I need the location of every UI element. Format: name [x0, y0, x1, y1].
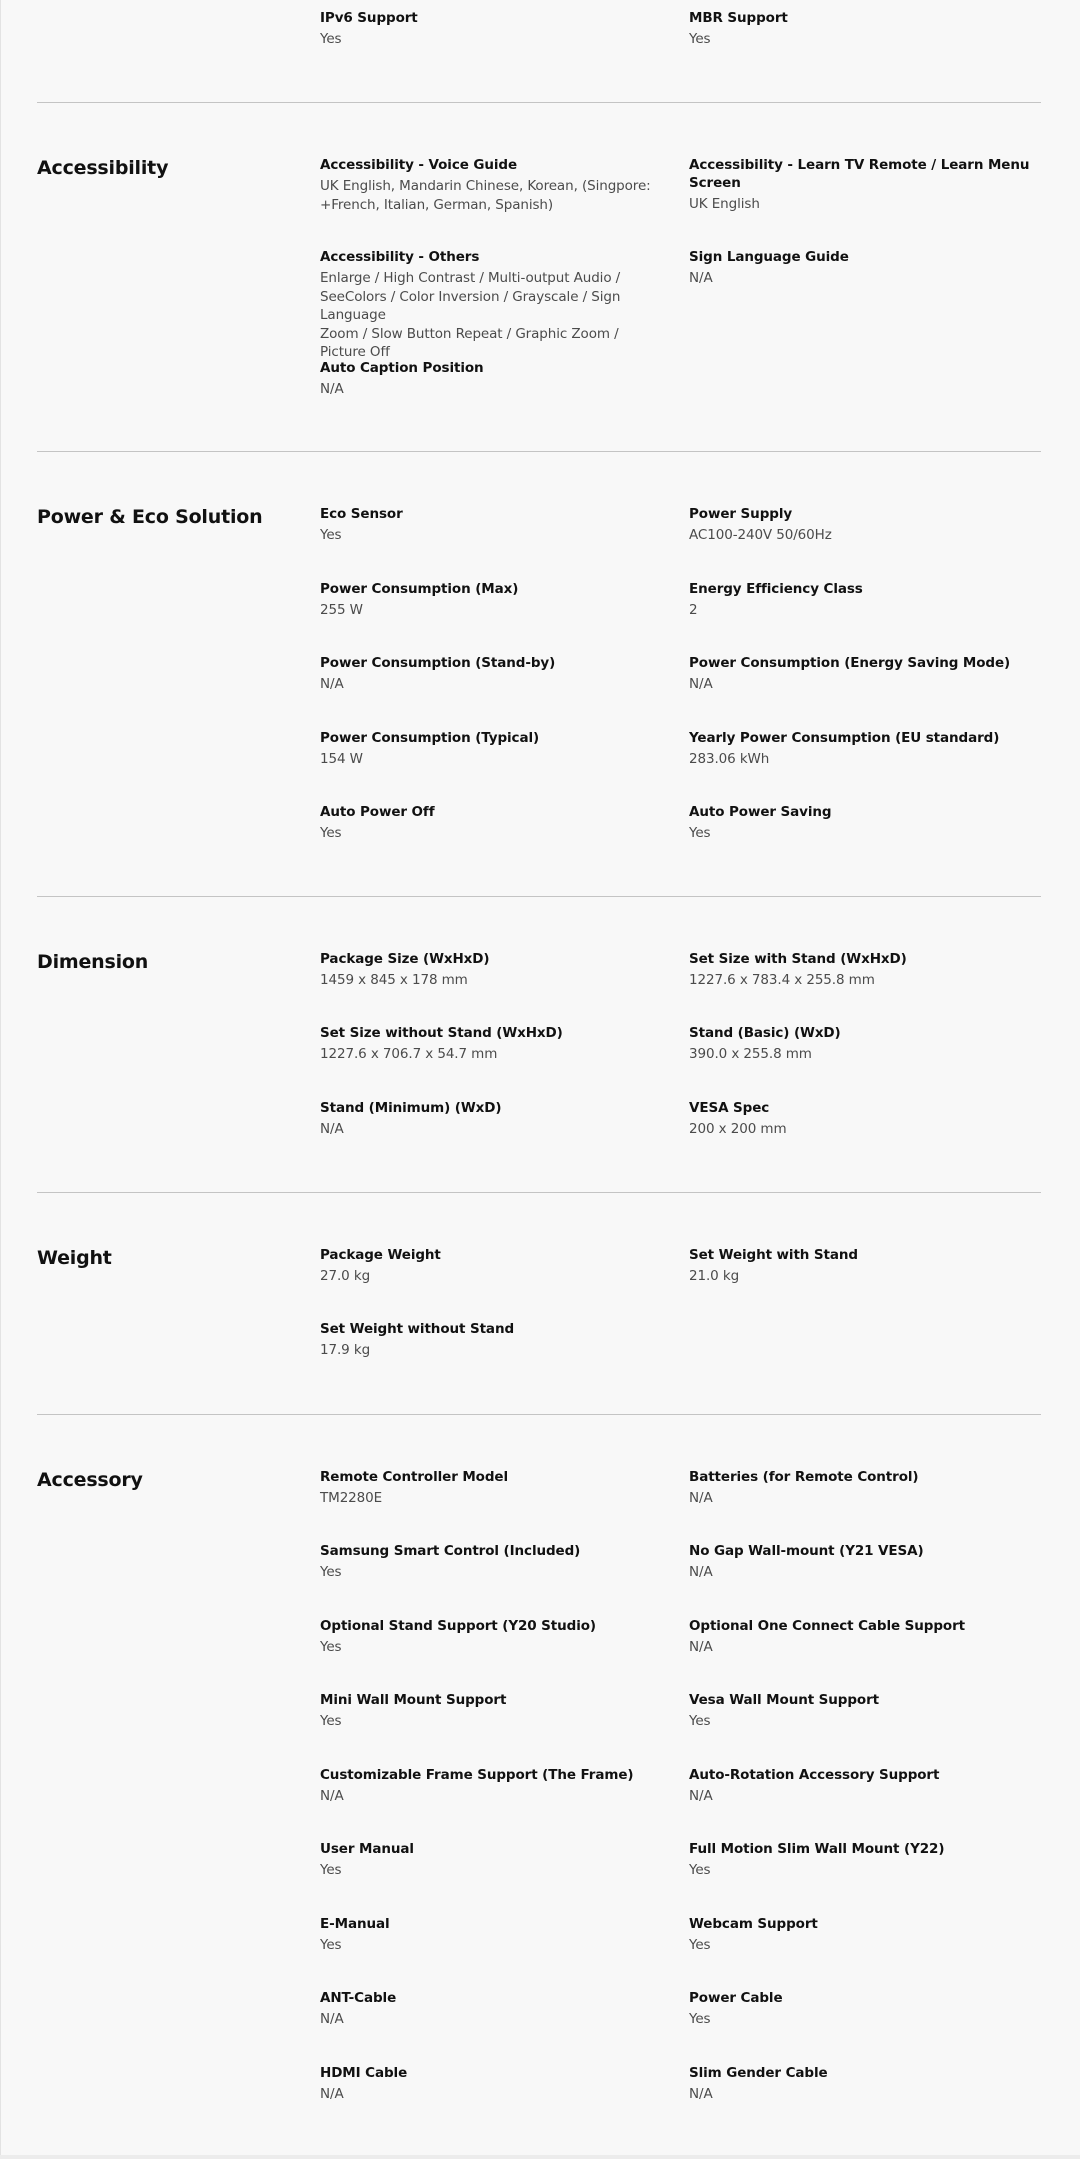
spec-label: Auto Caption Position [320, 360, 484, 376]
spec-label: Auto Power Saving [689, 804, 832, 820]
spec-label: E-Manual [320, 1916, 390, 1932]
spec-value: Yes [689, 825, 711, 841]
spec-value: 27.0 kg [320, 1268, 371, 1284]
spec-item [320, 1320, 665, 1360]
spec-label: Remote Controller Model [320, 1469, 509, 1485]
spec-label: No Gap Wall-mount (Y21 VESA) [689, 1543, 924, 1559]
spec-label: Sign Language Guide [689, 249, 849, 265]
spec-value: N/A [320, 2011, 344, 2027]
spec-value: N/A [320, 676, 344, 692]
spec-label: Accessibility - Voice Guide [320, 157, 518, 173]
spec-item [320, 950, 665, 990]
spec-label: Auto-Rotation Accessory Support [689, 1767, 940, 1783]
spec-value: N/A [689, 1639, 713, 1655]
spec-item [689, 1989, 1034, 2029]
spec-value: 255 W [320, 602, 363, 618]
spec-label: Power Supply [689, 506, 793, 522]
spec-item [689, 729, 1034, 769]
spec-item [689, 654, 1034, 694]
spec-item [320, 156, 665, 214]
section-title: Power & Eco Solution [37, 506, 263, 528]
spec-value: N/A [689, 676, 713, 692]
spec-item [320, 359, 665, 399]
spec-label: Energy Efficiency Class [689, 581, 863, 597]
spec-label: Set Weight with Stand [689, 1247, 858, 1263]
spec-label: Power Consumption (Energy Saving Mode) [689, 655, 1011, 671]
spec-label: IPv6 Support [320, 10, 418, 26]
spec-item [689, 1024, 1034, 1064]
spec-item [320, 1989, 665, 2029]
spec-item [320, 505, 665, 545]
spec-item [320, 1617, 665, 1657]
spec-item [320, 1840, 665, 1880]
spec-item [320, 1542, 665, 1582]
spec-value: Yes [689, 1937, 711, 1953]
spec-label: Accessibility - Learn TV Remote / Learn Menu Screen [689, 157, 1030, 191]
spec-label: Stand (Minimum) (WxD) [320, 1100, 502, 1116]
section-title: Accessory [37, 1469, 143, 1491]
spec-value: UK English [689, 196, 760, 212]
spec-label: Vesa Wall Mount Support [689, 1692, 880, 1708]
spec-label: Eco Sensor [320, 506, 403, 522]
spec-item [320, 580, 665, 620]
spec-label: Stand (Basic) (WxD) [689, 1025, 841, 1041]
spec-label: VESA Spec [689, 1100, 770, 1116]
spec-value: Yes [320, 1564, 342, 1580]
spec-value: N/A [320, 1121, 344, 1137]
spec-item [320, 803, 665, 843]
spec-item [320, 1468, 665, 1508]
spec-item [320, 248, 665, 362]
spec-item [320, 1024, 665, 1064]
spec-item [320, 1915, 665, 1955]
spec-value: 390.0 x 255.8 mm [689, 1046, 812, 1062]
spec-value: 200 x 200 mm [689, 1121, 787, 1137]
spec-value: Yes [689, 2011, 711, 2027]
spec-item [689, 248, 1034, 288]
spec-item [689, 1840, 1034, 1880]
section-title: Weight [37, 1247, 112, 1269]
spec-item [320, 729, 665, 769]
section-divider [37, 1192, 1041, 1193]
spec-label: ANT-Cable [320, 1990, 397, 2006]
spec-item [320, 9, 665, 49]
spec-value: AC100-240V 50/60Hz [689, 527, 832, 543]
spec-item [689, 1468, 1034, 1508]
spec-item [689, 2064, 1034, 2104]
spec-item [689, 1246, 1034, 1286]
spec-value: N/A [689, 2086, 713, 2102]
spec-value: N/A [320, 2086, 344, 2102]
spec-label: Mini Wall Mount Support [320, 1692, 507, 1708]
spec-value: N/A [689, 1564, 713, 1580]
section-divider [37, 102, 1041, 103]
spec-value: N/A [689, 270, 713, 286]
spec-item [320, 1766, 665, 1806]
spec-value: N/A [320, 381, 344, 397]
spec-label: Webcam Support [689, 1916, 818, 1932]
spec-value: 154 W [320, 751, 363, 767]
spec-item [689, 9, 1034, 49]
spec-label: Accessibility - Others [320, 249, 480, 265]
spec-value: Yes [320, 1937, 342, 1953]
spec-label: Set Size with Stand (WxHxD) [689, 951, 907, 967]
spec-label: Power Consumption (Max) [320, 581, 519, 597]
spec-item [689, 803, 1034, 843]
spec-value: Yes [689, 1713, 711, 1729]
spec-label: MBR Support [689, 10, 788, 26]
spec-label: Package Size (WxHxD) [320, 951, 490, 967]
spec-label: Auto Power Off [320, 804, 435, 820]
spec-label: Power Consumption (Stand-by) [320, 655, 556, 671]
spec-label: User Manual [320, 1841, 414, 1857]
spec-value: Yes [320, 527, 342, 543]
spec-label: Slim Gender Cable [689, 2065, 828, 2081]
spec-label: Set Weight without Stand [320, 1321, 515, 1337]
spec-value: 1227.6 x 783.4 x 255.8 mm [689, 972, 875, 988]
spec-item [320, 2064, 665, 2104]
section-title: Dimension [37, 951, 149, 973]
spec-label: Power Cable [689, 1990, 783, 2006]
spec-label: Customizable Frame Support (The Frame) [320, 1767, 634, 1783]
section-divider [37, 1414, 1041, 1415]
spec-item [689, 1617, 1034, 1657]
spec-value: N/A [320, 1788, 344, 1804]
spec-value: Yes [320, 1639, 342, 1655]
spec-item [689, 580, 1034, 620]
spec-value: 21.0 kg [689, 1268, 740, 1284]
spec-value: Yes [689, 1862, 711, 1878]
spec-item [320, 1246, 665, 1286]
spec-value: Yes [320, 825, 342, 841]
section-title: Accessibility [37, 157, 169, 179]
page-edge [0, 0, 1, 2159]
spec-value: UK English, Mandarin Chinese, Korean, (Singpore: +French, Italian, German, Spanish) [320, 178, 651, 213]
spec-value: N/A [689, 1490, 713, 1506]
section-divider [37, 451, 1041, 452]
spec-label: Optional One Connect Cable Support [689, 1618, 966, 1634]
spec-value: 2 [689, 602, 698, 618]
spec-value: 1459 x 845 x 178 mm [320, 972, 468, 988]
spec-value: Yes [320, 31, 342, 47]
spec-value: Yes [689, 31, 711, 47]
spec-item [689, 505, 1034, 545]
spec-label: Power Consumption (Typical) [320, 730, 540, 746]
spec-value: Enlarge / High Contrast / Multi-output Audio / SeeColors / Color Inversion / Grayscale / Sign Language Zoom / Slow Button Repeat / Graphic Zoom / Picture Off [320, 270, 621, 360]
spec-item [320, 654, 665, 694]
spec-label: Package Weight [320, 1247, 441, 1263]
spec-item [689, 1099, 1034, 1139]
section-divider [37, 896, 1041, 897]
spec-item [689, 1766, 1034, 1806]
page-bottom-edge [0, 2155, 1080, 2159]
spec-value: 1227.6 x 706.7 x 54.7 mm [320, 1046, 498, 1062]
spec-value: 17.9 kg [320, 1342, 371, 1358]
spec-item [689, 1915, 1034, 1955]
spec-item [320, 1691, 665, 1731]
spec-item [689, 950, 1034, 990]
spec-label: Optional Stand Support (Y20 Studio) [320, 1618, 597, 1634]
spec-item [689, 1542, 1034, 1582]
spec-label: Set Size without Stand (WxHxD) [320, 1025, 563, 1041]
spec-value: TM2280E [320, 1490, 383, 1506]
spec-label: Samsung Smart Control (Included) [320, 1543, 581, 1559]
spec-item [320, 1099, 665, 1139]
spec-value: Yes [320, 1713, 342, 1729]
spec-label: Full Motion Slim Wall Mount (Y22) [689, 1841, 945, 1857]
spec-label: Batteries (for Remote Control) [689, 1469, 919, 1485]
spec-item [689, 1691, 1034, 1731]
spec-label: Yearly Power Consumption (EU standard) [689, 730, 1000, 746]
spec-item [689, 156, 1059, 214]
spec-value: Yes [320, 1862, 342, 1878]
spec-value: N/A [689, 1788, 713, 1804]
spec-value: 283.06 kWh [689, 751, 770, 767]
spec-label: HDMI Cable [320, 2065, 408, 2081]
